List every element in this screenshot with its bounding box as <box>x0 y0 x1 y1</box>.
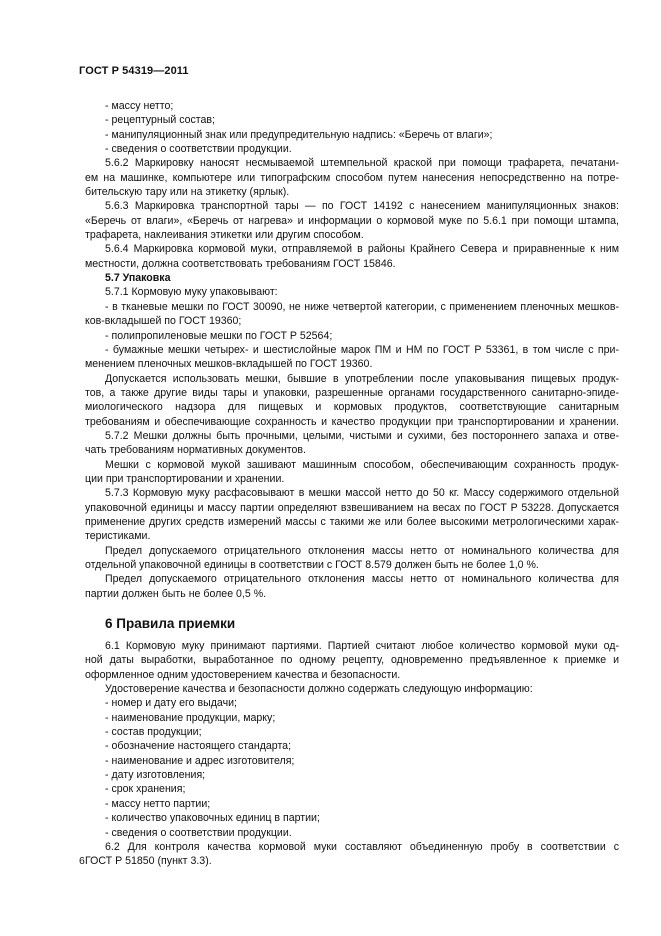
text-line: 6.1 Кормовую муку принимают партиями. Партией считают любое количество кормовой муки од- <box>105 640 619 653</box>
list-item: - сведения о соответствии продукции. <box>105 143 292 156</box>
text-line: 5.7.3 Кормовую муку расфасовывают в мешки массой нетто до 50 кг. Массу содержимого отдельной <box>105 487 619 500</box>
list-item: - номер и дату его выдачи; <box>105 697 237 710</box>
text-line: Удостоверение качества и безопасности должно содержать следующую информацию: <box>105 683 533 696</box>
text-line: упаковочной единицы и массу партии определяют взвешиванием на весах по ГОСТ Р 53228. Допускается <box>85 501 619 514</box>
list-item: - массу нетто партии; <box>105 797 211 810</box>
list-item: - бумажные мешки четырех- и шестислойные марок ПМ и НМ по ГОСТ Р 53361, в том числе с при- <box>105 343 619 356</box>
list-item: - состав продукции; <box>105 726 202 739</box>
text-line: отдельной упаковочной единицы в соответствии с ГОСТ 8.579 должен быть не более 1,0 %. <box>85 559 539 571</box>
page-header-standard-number: ГОСТ Р 54319—2011 <box>79 65 189 77</box>
text-line: «Беречь от влаги», «Беречь от нагрева» и информации о кормовой муке по 5.6.1 при помощи штампа, <box>85 214 619 227</box>
text-line: 5.6.2 Маркировку наносят несмываемой штемпельной краской при помощи трафарета, печатани- <box>105 157 619 170</box>
text-line: ции при транспортировании и хранении. <box>85 472 285 485</box>
list-item: - срок хранения; <box>105 783 186 796</box>
list-item: - наименование и адрес изготовителя; <box>105 754 295 767</box>
list-item: - рецептурный состав; <box>105 114 215 127</box>
text-line: 5.7.1 Кормовую муку упаковывают: <box>105 286 278 299</box>
text-line: ем на машинке, компьютере или типографским способом путем нанесения непосредственно на потре- <box>85 171 619 184</box>
list-item: - количество упаковочных единиц в партии; <box>105 812 320 825</box>
text-line: оформленное одним удостоверением качества и безопасности. <box>85 668 401 681</box>
text-line: местности, должна соответствовать требованиям ГОСТ 15846. <box>85 257 396 270</box>
list-item: - наименование продукции, марку; <box>105 711 276 724</box>
text-line: партии должен быть не более 0,5 %. <box>85 587 267 600</box>
text-line: бительскую тару или на этикетку (ярлык). <box>85 186 290 199</box>
text-line: миологического надзора для пищевых и кормовых продуктов, соответствующие санитарным <box>85 401 619 414</box>
list-item: - дату изготовления; <box>105 769 206 782</box>
text-line: трафарета, наклеивания этикетки или другим способом. <box>85 229 364 242</box>
text-line: Допускается использовать мешки, бывшие в употреблении после упаковывания пищевых продук- <box>105 372 619 385</box>
text-line: чать требованиям нормативных документов. <box>85 444 307 457</box>
text-line: ной даты выработки, выработанное по одному рецепту, одновременно предъявленное к приемке и <box>85 654 619 667</box>
page-number: 6 <box>79 855 85 867</box>
text-line: менением пленочных мешков-вкладышей по ГОСТ 19360. <box>85 358 373 371</box>
list-item: - обозначение настоящего стандарта; <box>105 740 292 753</box>
list-item: - сведения о соответствии продукции. <box>105 826 292 839</box>
text-line: Мешки с кормовой мукой зашивают машинным способом, обеспечивающим сохранность продук- <box>105 458 619 471</box>
text-line: ГОСТ Р 51850 (пункт 3.3). <box>85 855 212 868</box>
text-line: требованиям и обеспечивающие сохранность и качество продукции при транспортировании и хранении. <box>85 415 619 428</box>
document-body <box>85 99 619 869</box>
text-line: 5.6.4 Маркировка кормовой муки, отправляемой в районы Крайнего Севера и приравненные к ним <box>105 243 619 256</box>
text-line: 5.7.2 Мешки должны быть прочными, целыми, чистыми и сухими, без постороннего запаха и отве- <box>105 429 619 442</box>
list-item: - манипуляционный знак или предупредительную надпись: «Беречь от влаги»; <box>105 128 493 141</box>
list-item: - полипропиленовые мешки по ГОСТ Р 52564; <box>105 329 333 342</box>
text-line: тов, а также другие виды тары и упаковки, разрешенные органами государственного санитарно-эпиде- <box>85 386 619 399</box>
text-line: 6.2 Для контроля качества кормовой муки составляют объединенную пробу в соответствии с <box>105 840 619 853</box>
text-line: 5.6.3 Маркировка транспортной тары — по ГОСТ 14192 с нанесением манипуляционных знаков: <box>105 200 619 213</box>
text-line: ков-вкладышей по ГОСТ 19360; <box>85 315 242 328</box>
section-heading: 6 Правила приемки <box>105 616 236 632</box>
text-line: применение других средств измерений массы с такими же или более высокими метрологическими харак- <box>85 515 619 528</box>
subsection-heading: 5.7 Упаковка <box>105 272 171 285</box>
list-item: - массу нетто; <box>105 100 174 112</box>
list-item: - в тканевые мешки по ГОСТ 30090, не ниже четвертой категории, с применением пленочных мешков- <box>105 300 619 313</box>
text-line: теристиками. <box>85 530 151 543</box>
text-line: Предел допускаемого отрицательного отклонения массы нетто от номинального количества для <box>105 544 619 557</box>
text-line: Предел допускаемого отрицательного отклонения массы нетто от номинального количества для <box>105 573 619 586</box>
